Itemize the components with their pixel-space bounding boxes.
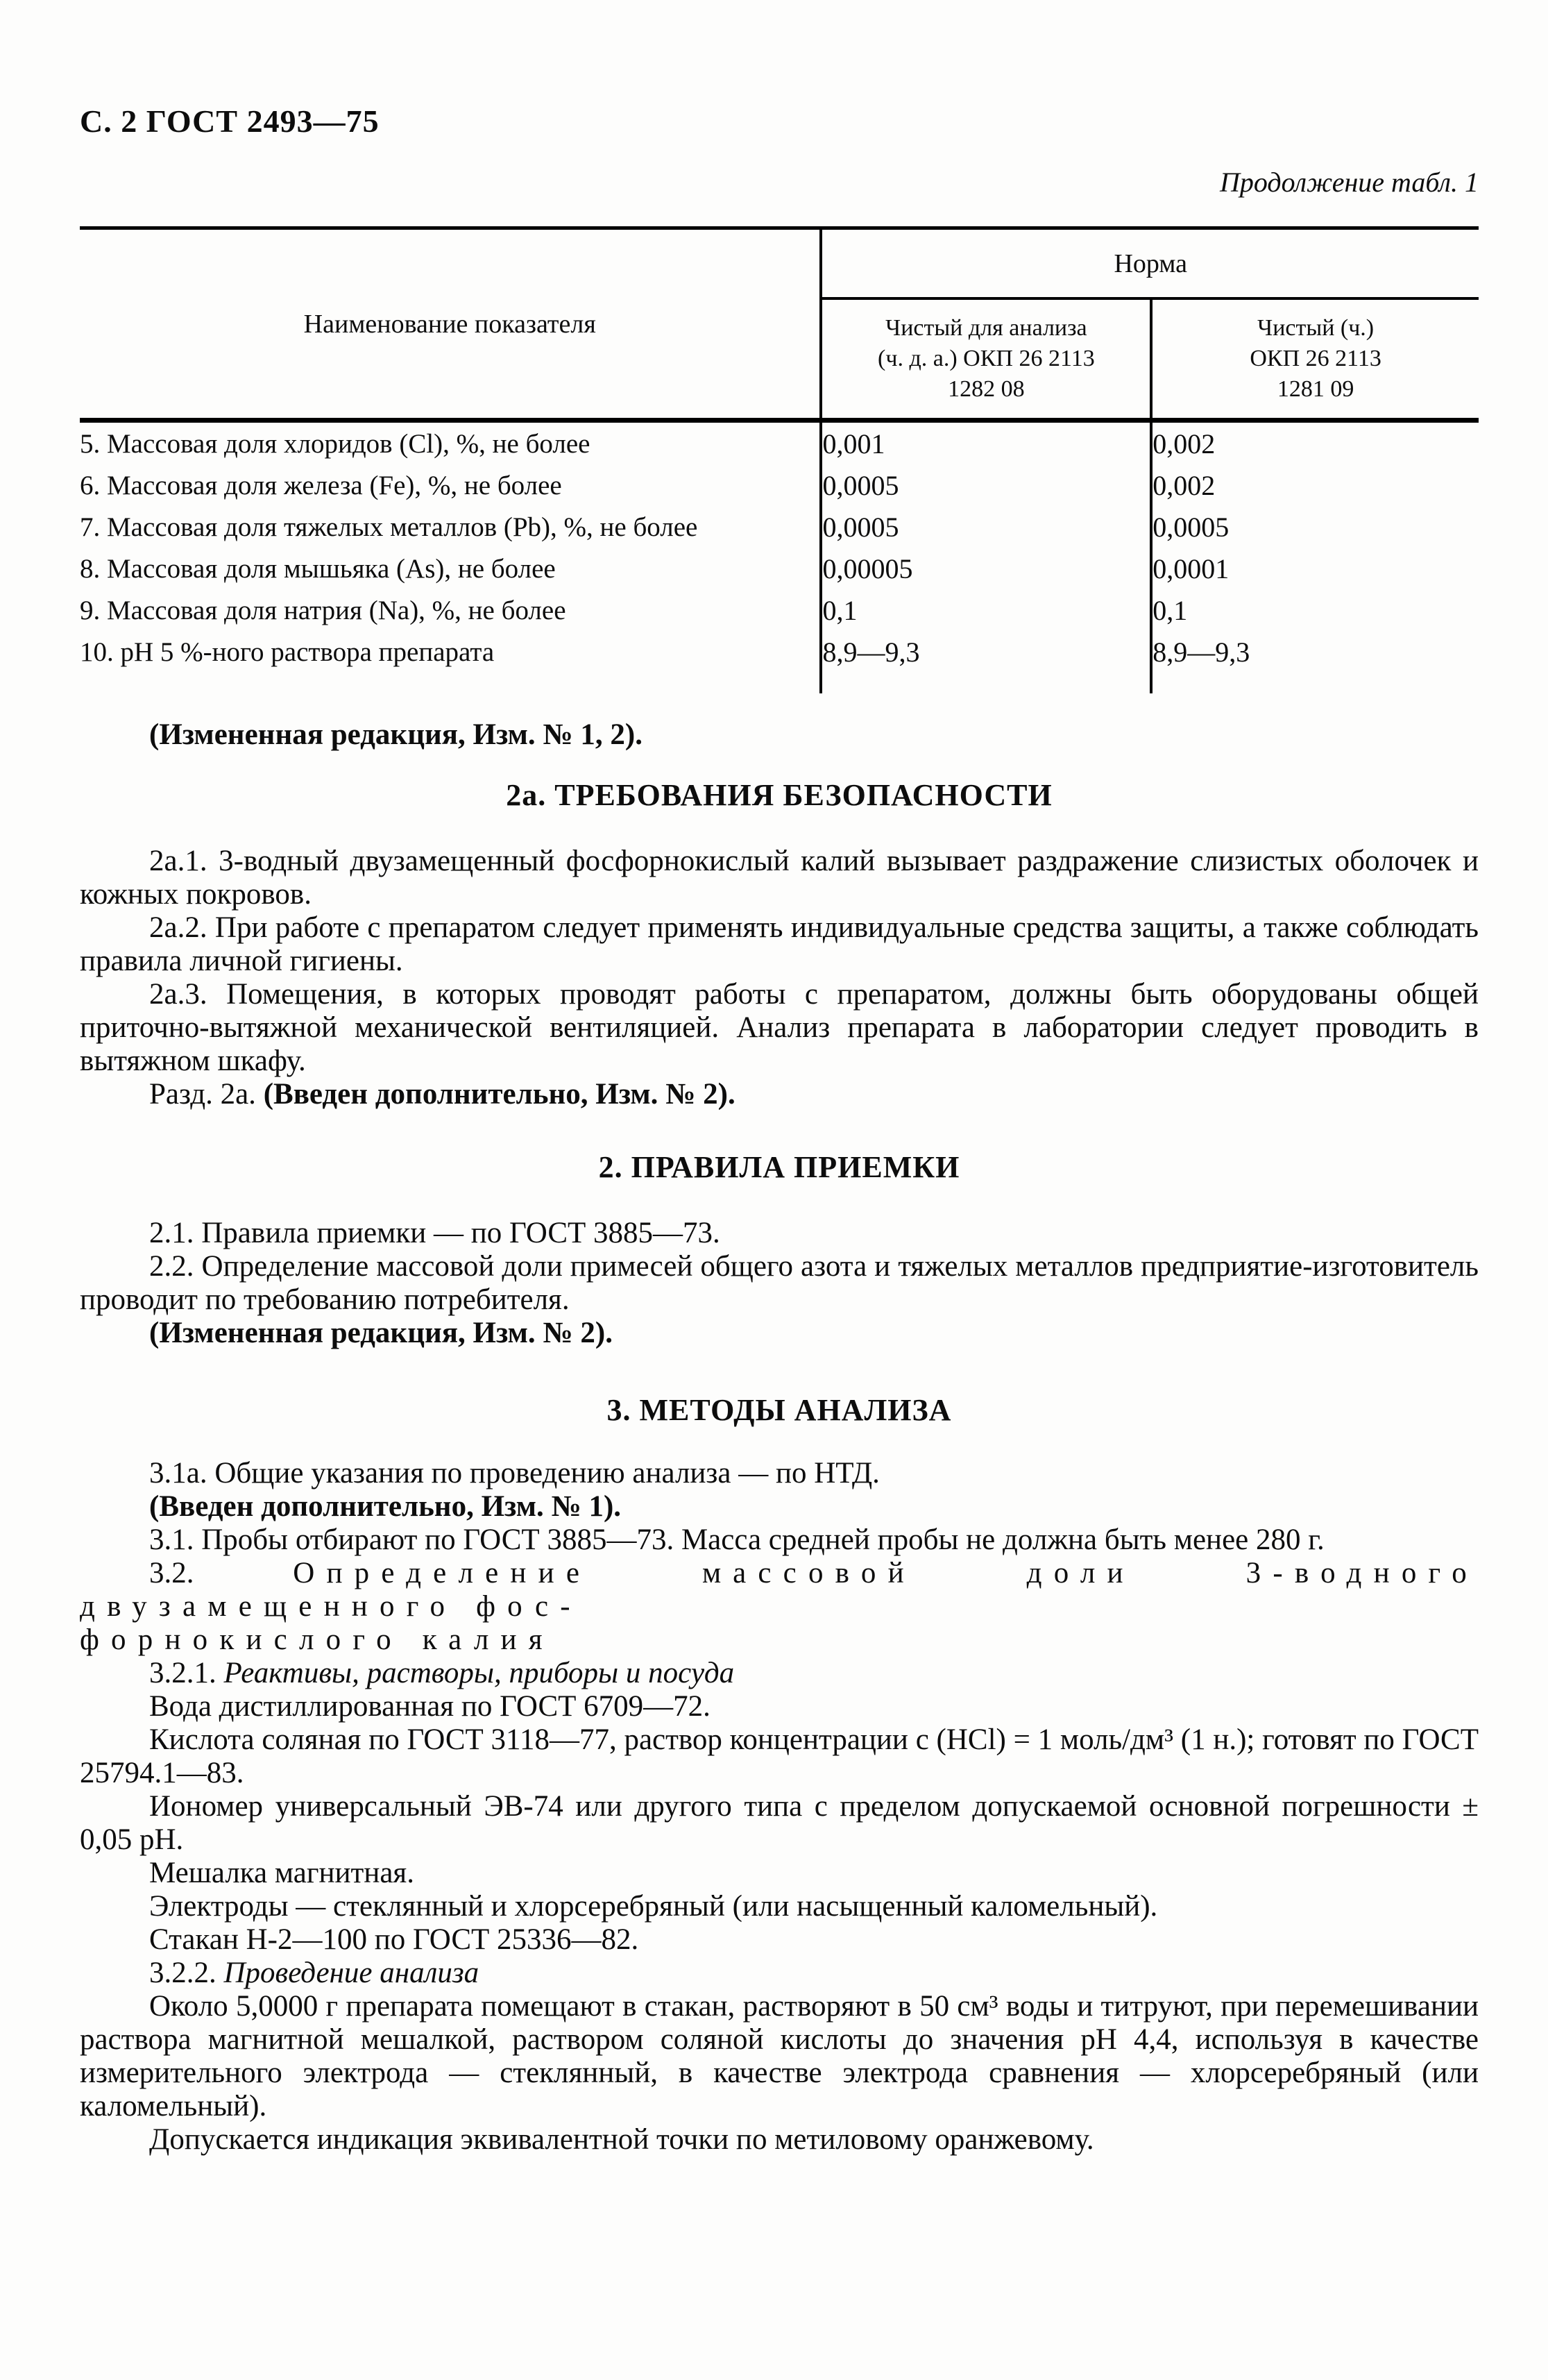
row-name: 7. Массовая доля тяжелых металлов (Pb), %, не более [80,512,698,542]
row-value-chda: 0,0005 [821,506,1151,548]
row-value-ch: 0,002 [1151,464,1479,506]
table-row [80,631,1479,673]
column-group-header-norma: Норма [821,228,1479,299]
row-value-chda: 8,9—9,3 [821,631,1151,673]
table-body [80,421,1479,694]
table-row [80,506,1479,548]
paragraph-indication: Допускается индикация эквивалентной точки по метиловому оранжевому. [149,2123,1094,2156]
paragraph-water: Вода дистиллированная по ГОСТ 6709—72. [149,1690,711,1723]
column-header-line: ОКП 26 2113 [1250,346,1381,371]
paragraph-ionomer: Иономер универсальный ЭВ-74 или другого типа с пределом допускаемой основной погрешности ± 0,05 pH. [80,1790,1479,1856]
row-name: 5. Массовая доля хлоридов (Cl), %, не более [80,428,590,459]
paragraph-procedure: Около 5,0000 г препарата помещают в стакан, растворяют в 50 см³ воды и титруют, при перемешивании раствора магнитной мешалкой, раствором соляной кислоты до значения pH 4,4, используя в качестве измерительного электрода — стеклянный, в качестве электрода сравнения — хлорсеребряный (или каломельный). [80,1990,1479,2122]
razd-2a-prefix: Разд. 2а. [149,1078,256,1111]
spaced-title-line2: форнокислого калия [80,1623,554,1656]
column-header-pure-for-analysis [821,298,1151,421]
paragraph-beaker: Стакан Н-2—100 по ГОСТ 25336—82. [149,1923,639,1956]
clause-number: 3.2.1. [149,1657,216,1689]
column-header-line: 1281 09 [1277,376,1354,402]
amendment-note-text: (Измененная редакция, Изм. № 1, 2). [149,718,643,751]
table-amendment-note [80,718,1479,752]
paragraph-3-2 [80,1557,1479,1657]
paragraph-3-1a: 3.1а. Общие указания по проведению анализа — по НТД. [149,1457,880,1489]
razd-2a-amendment: (Введен дополнительно, Изм. № 2). [263,1078,735,1111]
table-bottom-spacer [80,673,1479,693]
clause-title: Реактивы, растворы, приборы и посуда [223,1657,735,1689]
column-header-line: Чистый для анализа [885,315,1087,341]
paragraph-2a2: 2а.2. При работе с препаратом следует применять индивидуальные средства защиты, а также соблюдать правила личной гигиены. [80,911,1479,977]
amendment-note-text: (Введен дополнительно, Изм. № 1). [149,1490,622,1523]
row-name: 10. pH 5 %-ного раствора препарата [80,636,495,667]
row-value-ch: 0,1 [1151,589,1479,631]
clause-title: Проведение анализа [223,1957,479,1989]
section-2-heading: 2. ПРАВИЛА ПРИЕМКИ [598,1150,960,1184]
column-header-pure [1151,298,1479,421]
row-name: 9. Массовая доля натрия (Na), %, не более [80,595,566,625]
page-header: С. 2 ГОСТ 2493—75 [80,103,380,139]
table-caption: Продолжение табл. 1 [1219,167,1479,198]
paragraph-3-1: 3.1. Пробы отбирают по ГОСТ 3885—73. Масса средней пробы не должна быть менее 280 г. [149,1524,1325,1556]
paragraph-3-introduced-note [80,1490,1479,1524]
paragraph-3-2-1 [80,1657,1479,1690]
row-value-chda: 0,00005 [821,548,1151,589]
paragraph-acid: Кислота соляная по ГОСТ 3118—77, раствор концентрации с (HCl) = 1 моль/дм³ (1 н.); готовят по ГОСТ 25794.1—83. [80,1723,1479,1789]
column-header-line: Чистый (ч.) [1257,315,1375,341]
table-row [80,548,1479,589]
paragraph-2-amendment [80,1317,1479,1350]
section-2a-heading: 2а. ТРЕБОВАНИЯ БЕЗОПАСНОСТИ [506,778,1053,812]
column-header-line: (ч. д. а.) ОКП 26 2113 [878,346,1095,371]
row-value-ch: 0,0005 [1151,506,1479,548]
table-header [80,228,1479,421]
spaced-title-line1: Определение массовой доли 3-водного двузамещенного фос- [80,1557,1479,1623]
row-value-chda: 0,001 [821,421,1151,465]
clause-number: 3.2.2. [149,1957,216,1989]
row-value-chda: 0,0005 [821,464,1151,506]
clause-number: 3.2. [149,1557,194,1589]
row-value-ch: 0,002 [1151,421,1479,465]
row-value-ch: 0,0001 [1151,548,1479,589]
paragraph-2-2: 2.2. Определение массовой доли примесей общего азота и тяжелых металлов предприятие-изготовитель проводит по требованию потребителя. [80,1250,1479,1316]
row-name: 8. Массовая доля мышьяка (As), не более [80,553,556,584]
table-row [80,464,1479,506]
column-header-indicator-name: Наименование показателя [80,228,821,421]
paragraph-electrodes: Электроды — стеклянный и хлорсеребряный (или насыщенный каломельный). [149,1890,1158,1923]
column-header-line: 1282 08 [948,376,1025,402]
row-value-chda: 0,1 [821,589,1151,631]
paragraph-2a1: 2а.1. 3-водный двузамещенный фосфорнокислый калий вызывает раздражение слизистых оболочек и кожных покровов. [80,845,1479,911]
amendment-note-text: (Измененная редакция, Изм. № 2). [149,1317,613,1349]
section-3-heading: 3. МЕТОДЫ АНАЛИЗА [606,1393,952,1427]
norms-table [80,226,1479,693]
row-value-ch: 8,9—9,3 [1151,631,1479,673]
paragraph-3-2-2 [80,1957,1479,1990]
paragraph-stirrer: Мешалка магнитная. [149,1857,414,1889]
paragraph-razd-2a [80,1078,1479,1111]
table-row [80,589,1479,631]
table-row [80,421,1479,465]
row-name: 6. Массовая доля железа (Fe), %, не более [80,470,562,500]
paragraph-2a3: 2а.3. Помещения, в которых проводят работы с препаратом, должны быть оборудованы общей приточно-вытяжной механической вентиляцией. Анализ препарата в лаборатории следует проводить в вытяжном шкафу. [80,978,1479,1077]
paragraph-2-1: 2.1. Правила приемки — по ГОСТ 3885—73. [149,1217,720,1249]
